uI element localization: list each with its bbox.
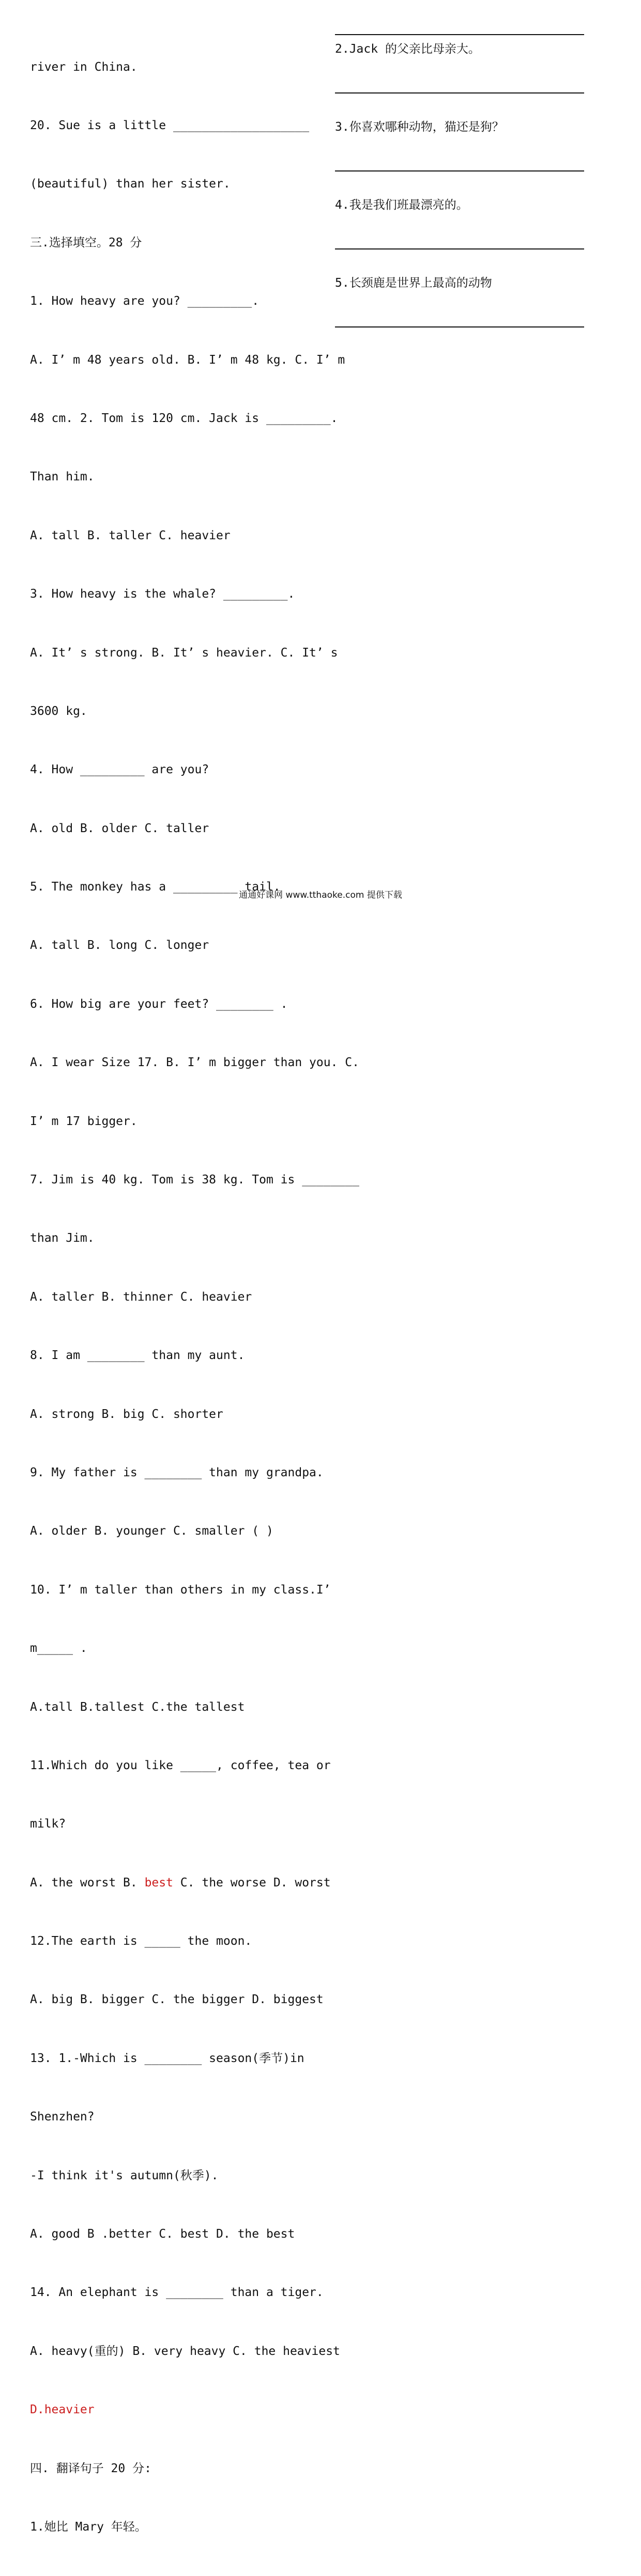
question-8: 8. I am ________ than my aunt.	[30, 1349, 245, 1363]
options-11	[30, 1874, 331, 1893]
question-1: 1. How heavy are you? _________.	[30, 294, 260, 308]
options-1: A. I’ m 48 years old. B. I’ m 48 kg. C. I’ m	[30, 353, 345, 367]
text-line: Than him.	[30, 470, 95, 484]
options-11-part2: C. the worse D. worst	[173, 1876, 331, 1890]
text-line: -I think it's autumn(秋季).	[30, 2168, 219, 2182]
translate-question-1: 1.她比 Mary 年轻。	[30, 2520, 147, 2534]
question-5: 5. The monkey has a _________ tail.	[30, 880, 281, 894]
options-12: A. big B. bigger C. the bigger D. biggest	[30, 1993, 324, 2007]
question-3: 3. How heavy is the whale? _________.	[30, 587, 295, 601]
translate-question-5: 5.长颈鹿是世界上最高的动物	[335, 276, 492, 290]
text-line: Shenzhen?	[30, 2110, 95, 2124]
section-heading-3: 三.选择填空。28 分	[30, 236, 142, 249]
options-3: A. It’ s strong. B. It’ s heavier. C. It’ s	[30, 646, 338, 660]
question-4: 4. How _________ are you?	[30, 763, 209, 777]
answer-line	[335, 92, 584, 93]
options-5: A. tall B. long C. longer	[30, 939, 209, 953]
options-14: A. heavy(重的) B. very heavy C. the heaviest	[30, 2344, 340, 2358]
text-line: (beautiful) than her sister.	[30, 177, 231, 191]
text-line: I’ m 17 bigger.	[30, 1114, 138, 1128]
question-9: 9. My father is ________ than my grandpa.	[30, 1465, 324, 1479]
translate-question-3: 3.你喜欢哪种动物，猫还是狗？	[335, 120, 504, 134]
question-11: 11.Which do you like _____, coffee, tea or	[30, 1758, 331, 1772]
question-7: 7. Jim is 40 kg. Tom is 38 kg. Tom is ________	[30, 1173, 359, 1187]
text-line: 3600 kg.	[30, 704, 87, 718]
question-12: 12.The earth is _____ the moon.	[30, 1934, 252, 1948]
options-10: A.tall B.tallest C.the tallest	[30, 1700, 245, 1714]
translate-question-2: 2.Jack 的父亲比母亲大。	[335, 42, 480, 56]
answer-highlight: best	[144, 1876, 173, 1890]
section-heading-4: 四. 翻译句子 20 分:	[30, 2461, 151, 2475]
text-line: than Jim.	[30, 1231, 95, 1245]
question-20: 20. Sue is a little ___________________	[30, 118, 310, 132]
answer-line	[335, 34, 584, 35]
answer-highlight: D.heavier	[30, 2403, 95, 2417]
answer-line	[335, 170, 584, 171]
translate-question-4: 4.我是我们班最漂亮的。	[335, 198, 468, 212]
options-13: A. good B .better C. best D. the best	[30, 2227, 295, 2241]
options-7: A. taller B. thinner C. heavier	[30, 1290, 252, 1304]
text-line: river in China.	[30, 60, 138, 74]
options-8: A. strong B. big C. shorter	[30, 1407, 223, 1421]
answer-line	[335, 326, 584, 327]
options-2: A. tall B. taller C. heavier	[30, 528, 231, 542]
question-2: 48 cm. 2. Tom is 120 cm. Jack is _________.	[30, 411, 338, 425]
question-14: 14. An elephant is ________ than a tiger.	[30, 2286, 324, 2300]
question-6: 6. How big are your feet? ________ .	[30, 997, 288, 1011]
answer-line	[335, 248, 584, 249]
text-line: m_____ .	[30, 1642, 87, 1656]
text-line: milk?	[30, 1817, 66, 1831]
page-footer: 通通好课网 www.tthaoke.com 提供下载	[239, 890, 402, 900]
question-13: 13. 1.-Which is ________ season(季节)in	[30, 2051, 304, 2065]
options-9: A. older B. younger C. smaller ( )	[30, 1524, 273, 1538]
options-11-part1: A. the worst B.	[30, 1876, 145, 1890]
options-4: A. old B. older C. taller	[30, 821, 209, 835]
options-6: A. I wear Size 17. B. I’ m bigger than you. C.	[30, 1056, 359, 1070]
question-10: 10. I’ m taller than others in my class.I’	[30, 1583, 331, 1597]
